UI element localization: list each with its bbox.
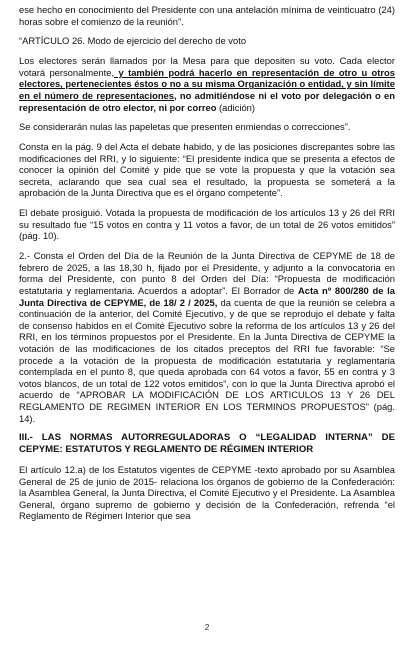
paragraph-minutes-debate: Consta en la pág. 9 del Acta el debate habido, y de las posiciones discrepantes sobre las modificaciones del RRI, y lo siguiente: “El presidente indica que se presenta a efectos de conocer la opinión del Comité y pide que se vote la propuesta y que la votación sea secreta, aclarando que sea cual sea el resultado, la propuesta se someterá a la aprobación de la Junta Directiva que es el órgano competente”. — [19, 141, 395, 199]
article-26-text — [19, 55, 395, 113]
article-26-addition-bold: , no admitiéndose ni el voto por delegación o en representación de otro elector, ni por correo — [19, 89, 395, 113]
section-heading: III.- LAS NORMAS AUTORREGULADORAS O “LEGALIDAD INTERNA” DE CEPYME: ESTATUTOS Y REGLAMENTO DE RÉGIMEN INTERIOR — [19, 432, 395, 455]
article-26-addition-note: (adición) — [216, 101, 256, 113]
article-26-title: “ARTÍCULO 26. Modo de ejercicio del derecho de voto — [19, 35, 247, 47]
junta-text-start: 2.- Consta el Orden del Día de la Reunión de la Junta Directiva de CEPYME de 18 de febrero de 2025, a las 18,30 h, fijado por el Presidente, y adjunto a la convocatoria en forma del Presidente, con punto 8 del Orden del Día: “Propuesta de modificación estatutaria y reglamentaria. Acuerdos a adoptar”. El Borrador de — [19, 250, 395, 296]
article-26-text-start: Los electores serán llamados por la Mesa para que depositen su voto. Cada elector votará personalmente, — [19, 55, 395, 78]
paragraph-notice-deadline: ese hecho en conocimiento del Presidente con una antelación mínima de veinticuatro (24) horas sobre el comienzo de la reunión”. — [19, 4, 395, 27]
paragraph-junta-directiva — [19, 250, 395, 424]
junta-text-end: da cuenta de que la reunión se celebra a continuación de la anterior, del Comité Ejecutivo, y de que se reprodujo el debate y falta de consenso habidos en el Comité Ejecutivo sobre la reforma de los artículos 13 y 26 del RRI, en los términos propuestos por el Presidente. En la Junta Directiva de CEPYME la votación de las modificaciones de los citados preceptos del RRI fue favorable: “Se procede a la votación de la propuesta de modificación estatutaria y reglamentaria contemplada en el punto 8, que queda aprobada con 64 votos a favor, 55 en contra y 3 votos blancos, de un total de 122 votos emitidos”, con lo que la Junta Directiva aprobó el acuerdo de “APROBAR LA MODIFICACIÓN DE LOS ARTICULOS 13 Y 26 DEL REGLAMENTO DE REGIMEN INTERIOR EN LOS TERMINOS PROPUESTOS” (pág. 14). — [19, 296, 395, 424]
acta-reference: Acta nº 800/280 de la Junta Directiva de CEPYME, de 18/ 2 / 2025, — [19, 285, 395, 308]
paragraph-null-ballots: Se considerarán nulas las papeletas que presenten enmiendas o correcciones”. — [19, 121, 351, 133]
paragraph-vote-result: El debate prosiguió. Votada la propuesta de modificación de los artículos 13 y 26 del RRI su resultado fue “15 votos en contra y 11 votos a favor, de un total de 26 votos emitidos” (pág. 10). — [19, 207, 395, 242]
article-26-addition-underlined: y también podrá hacerlo en representación de otro u otros electores, pertenecientes éstos o no a su misma Organización o entidad, y sin límite en el número de representaciones — [19, 66, 395, 101]
paragraph-estatutos: El artículo 12.a) de los Estatutos vigentes de CEPYME -texto aprobado por su Asamblea General de 25 de junio de 2015- relaciona los órganos de gobierno de la Confederación: la Asamblea General, la Junta Directiva, el Comité Ejecutivo y el Presidente. La Asamblea General, órgano supremo de gobierno y decisión de la Confederación, refrenda “el Reglamento de Régimen Interior que sea — [19, 464, 395, 522]
page-number: 2 — [204, 622, 210, 632]
